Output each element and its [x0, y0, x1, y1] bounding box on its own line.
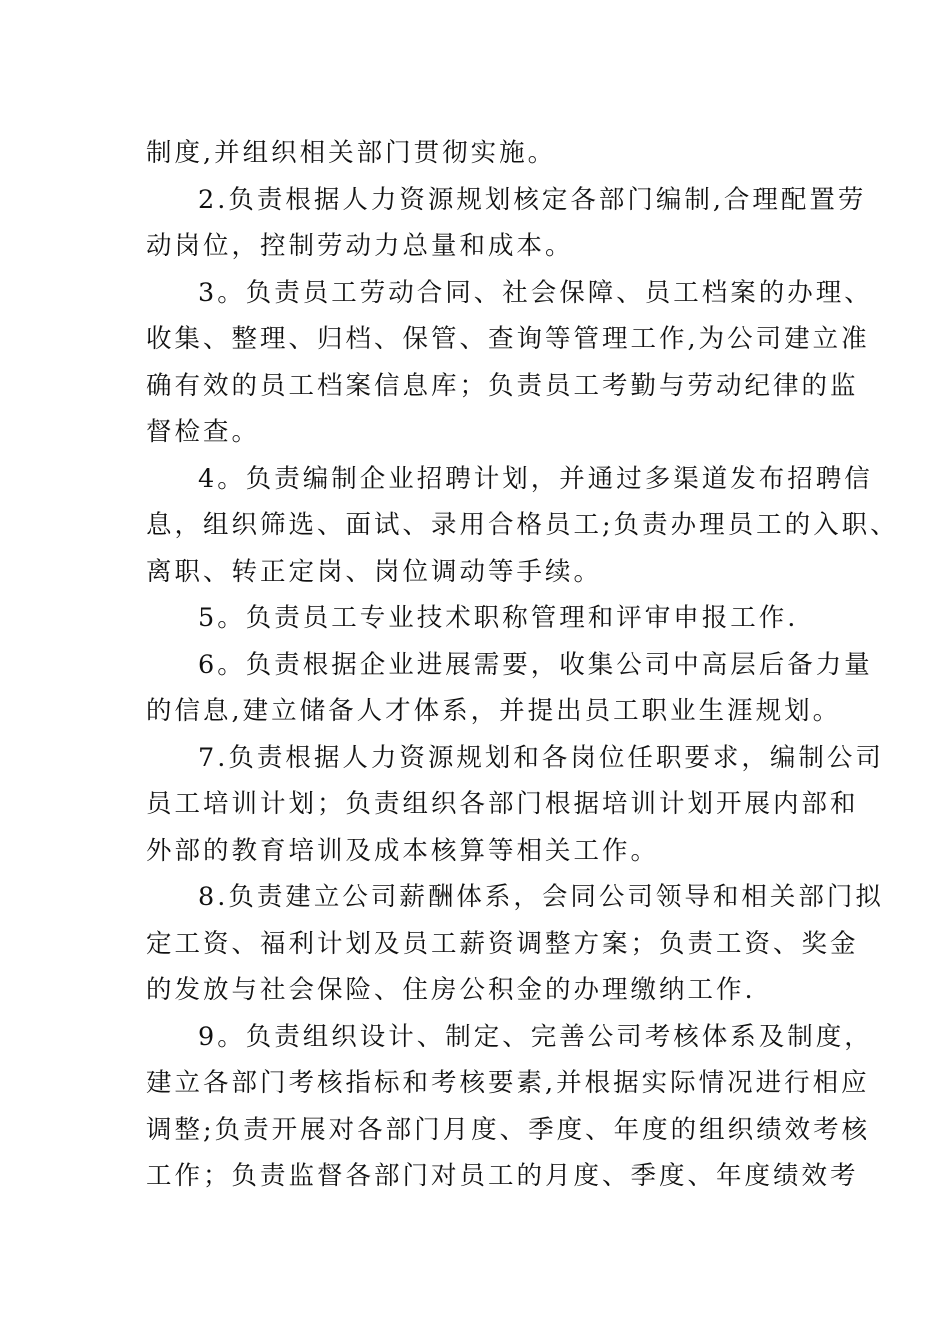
text-line: 员工培训计划；负责组织各部门根据培训计划开展内部和: [146, 789, 859, 819]
text-line: 的信息,建立储备人才体系，并提出员工职业生涯规划。: [146, 696, 842, 726]
text-line: 4。负责编制企业招聘计划，并通过多渠道发布招聘信: [198, 463, 873, 494]
text-line: 3。负责员工劳动合同、社会保障、员工档案的办理、: [198, 277, 873, 308]
text-line: 5。负责员工专业技术职称管理和评审申报工作.: [198, 603, 799, 633]
text-line: 离职、转正定岗、岗位调动等手续。: [146, 556, 603, 587]
text-line: 督检查。: [146, 417, 261, 447]
text-line: 8.负责建立公司薪酬体系，会同公司领导和相关部门拟: [198, 882, 884, 912]
text-line: 2.负责根据人力资源规划核定各部门编制,合理配置劳: [198, 184, 867, 215]
text-line: 息，组织筛选、面试、录用合格员工;负责办理员工的入职、: [146, 510, 899, 540]
text-line: 收集、整理、归档、保管、查询等管理工作,为公司建立准: [146, 324, 870, 354]
text-line: 定工资、福利计划及员工薪资调整方案；负责工资、奖金: [146, 928, 859, 959]
text-line: 建立各部门考核指标和考核要素,并根据实际情况进行相应: [146, 1068, 870, 1098]
text-line: 6。负责根据企业进展需要，收集公司中高层后备力量: [198, 649, 873, 680]
text-line: 确有效的员工档案信息库；负责员工考勤与劳动纪律的监: [146, 370, 859, 401]
text-line: 的发放与社会保险、住房公积金的办理缴纳工作.: [146, 975, 756, 1005]
text-line: 9。负责组织设计、制定、完善公司考核体系及制度，: [198, 1021, 873, 1052]
text-line: 7.负责根据人力资源规划和各岗位任职要求，编制公司: [198, 742, 884, 773]
text-line: 外部的教育培训及成本核算等相关工作。: [146, 835, 660, 866]
text-line: 动岗位，控制劳动力总量和成本。: [146, 231, 574, 261]
text-line: 工作；负责监督各部门对员工的月度、季度、年度绩效考: [146, 1161, 859, 1191]
text-line: 调整;负责开展对各部门月度、季度、年度的组织绩效考核: [146, 1114, 871, 1145]
document-body: [146, 130, 899, 1200]
text-line: 制度,并组织相关部门贯彻实施。: [146, 138, 557, 168]
